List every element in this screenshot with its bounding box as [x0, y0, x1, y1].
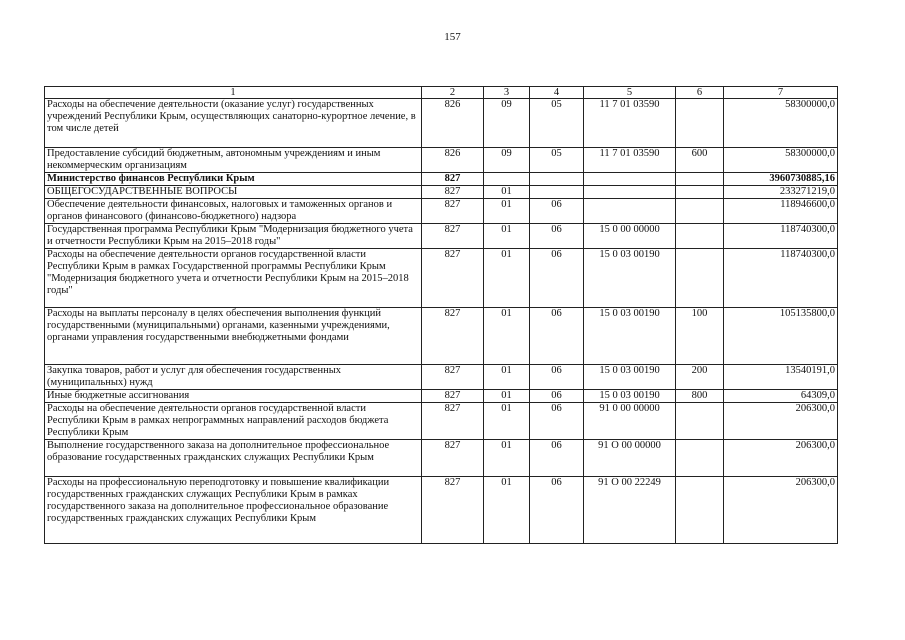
- section-cell: 01: [484, 440, 530, 477]
- section-cell: 01: [484, 390, 530, 403]
- column-header: 3: [484, 87, 530, 99]
- expense-type-cell: [676, 440, 724, 477]
- subsection-cell: 06: [530, 199, 584, 224]
- table-row: [45, 403, 838, 440]
- row-name-cell: Закупка товаров, работ и услуг для обеспечения государственных (муниципальных) нужд: [45, 365, 422, 390]
- row-name-cell: Расходы на профессиональную переподготовку и повышение квалификации государственных гражданских служащих Республики Крым в рамках государственного заказа на дополнительное профессиональное образование государственных гражданских служащих Республики Крым: [45, 477, 422, 544]
- table-row: [45, 390, 838, 403]
- target-article-cell: 91 0 00 00000: [584, 403, 676, 440]
- section-cell: [484, 173, 530, 186]
- expense-type-cell: [676, 186, 724, 199]
- row-name-cell: ОБЩЕГОСУДАРСТВЕННЫЕ ВОПРОСЫ: [45, 186, 422, 199]
- target-article-cell: 91 О 00 00000: [584, 440, 676, 477]
- subsection-cell: 06: [530, 224, 584, 249]
- budget-table: [44, 86, 838, 544]
- row-name-cell: Расходы на обеспечение деятельности органов государственной власти Республики Крым в рамках непрограммных направлений расходов бюджета Республики Крым: [45, 403, 422, 440]
- target-article-cell: 91 О 00 22249: [584, 477, 676, 544]
- section-cell: 01: [484, 308, 530, 365]
- subsection-cell: 06: [530, 403, 584, 440]
- section-cell: 01: [484, 477, 530, 544]
- target-article-cell: 15 0 03 00190: [584, 249, 676, 308]
- row-name-cell: Выполнение государственного заказа на дополнительное профессиональное образование государственных гражданских служащих Республики Крым: [45, 440, 422, 477]
- target-article-cell: 15 0 03 00190: [584, 390, 676, 403]
- ministry-code-cell: 827: [422, 308, 484, 365]
- table-row: [45, 224, 838, 249]
- expense-type-cell: [676, 477, 724, 544]
- section-cell: 01: [484, 249, 530, 308]
- expense-type-cell: [676, 199, 724, 224]
- table-row: [45, 148, 838, 173]
- column-header: 1: [45, 87, 422, 99]
- expense-type-cell: 600: [676, 148, 724, 173]
- amount-cell: 64309,0: [724, 390, 838, 403]
- ministry-code-cell: 827: [422, 224, 484, 249]
- expense-type-cell: 100: [676, 308, 724, 365]
- row-name-cell: Предоставление субсидий бюджетным, автономным учреждениям и иным некоммерческим организациям: [45, 148, 422, 173]
- section-cell: 01: [484, 403, 530, 440]
- expense-type-cell: [676, 249, 724, 308]
- amount-cell: 118946600,0: [724, 199, 838, 224]
- target-article-cell: [584, 186, 676, 199]
- ministry-code-cell: 826: [422, 99, 484, 148]
- page-number: 157: [444, 31, 461, 43]
- subsection-cell: 06: [530, 249, 584, 308]
- ministry-code-cell: 827: [422, 199, 484, 224]
- table-row: [45, 308, 838, 365]
- column-header: 2: [422, 87, 484, 99]
- subsection-cell: [530, 186, 584, 199]
- target-article-cell: 15 0 03 00190: [584, 308, 676, 365]
- section-cell: 09: [484, 148, 530, 173]
- row-name-cell: Государственная программа Республики Крым "Модернизация бюджетного учета и отчетности Республики Крым на 2015–2018 годы": [45, 224, 422, 249]
- table-row: [45, 199, 838, 224]
- table-row: [45, 173, 838, 186]
- column-header: 4: [530, 87, 584, 99]
- ministry-code-cell: 827: [422, 249, 484, 308]
- amount-cell: 206300,0: [724, 440, 838, 477]
- amount-cell: 206300,0: [724, 403, 838, 440]
- amount-cell: 233271219,0: [724, 186, 838, 199]
- column-header: 5: [584, 87, 676, 99]
- row-name-cell: Расходы на обеспечение деятельности (оказание услуг) государственных учреждений Республики Крым, осуществляющих санаторно-курортное лечение, в том числе детей: [45, 99, 422, 148]
- row-name-cell: Расходы на обеспечение деятельности органов государственной власти Республики Крым в рамках Государственной программы Республики Крым "Модернизация бюджетного учета и отчетности Республики Крым на 2015–2018 годы": [45, 249, 422, 308]
- amount-cell: 118740300,0: [724, 224, 838, 249]
- header-row: [45, 87, 838, 99]
- subsection-cell: [530, 173, 584, 186]
- column-header: 7: [724, 87, 838, 99]
- row-name-cell: Иные бюджетные ассигнования: [45, 390, 422, 403]
- target-article-cell: 11 7 01 03590: [584, 99, 676, 148]
- ministry-code-cell: 827: [422, 365, 484, 390]
- subsection-cell: 05: [530, 99, 584, 148]
- amount-cell: 105135800,0: [724, 308, 838, 365]
- subsection-cell: 06: [530, 365, 584, 390]
- section-cell: 01: [484, 199, 530, 224]
- expense-type-cell: [676, 99, 724, 148]
- target-article-cell: 15 0 03 00190: [584, 365, 676, 390]
- subsection-cell: 05: [530, 148, 584, 173]
- ministry-code-cell: 827: [422, 440, 484, 477]
- target-article-cell: 11 7 01 03590: [584, 148, 676, 173]
- amount-cell: 58300000,0: [724, 99, 838, 148]
- amount-cell: 3960730885,16: [724, 173, 838, 186]
- table-row: [45, 249, 838, 308]
- expense-type-cell: [676, 173, 724, 186]
- section-cell: 01: [484, 186, 530, 199]
- ministry-code-cell: 827: [422, 186, 484, 199]
- target-article-cell: 15 0 00 00000: [584, 224, 676, 249]
- ministry-code-cell: 827: [422, 173, 484, 186]
- table-row: [45, 365, 838, 390]
- subsection-cell: 06: [530, 440, 584, 477]
- column-header: 6: [676, 87, 724, 99]
- expense-type-cell: [676, 403, 724, 440]
- amount-cell: 206300,0: [724, 477, 838, 544]
- target-article-cell: [584, 173, 676, 186]
- amount-cell: 58300000,0: [724, 148, 838, 173]
- amount-cell: 118740300,0: [724, 249, 838, 308]
- table-row: [45, 440, 838, 477]
- target-article-cell: [584, 199, 676, 224]
- section-cell: 01: [484, 365, 530, 390]
- row-name-cell: Расходы на выплаты персоналу в целях обеспечения выполнения функций государственными (муниципальными) органами, казенными учреждениями, органами управления государственными внебюджетными фондами: [45, 308, 422, 365]
- subsection-cell: 06: [530, 477, 584, 544]
- ministry-code-cell: 827: [422, 403, 484, 440]
- expense-type-cell: [676, 224, 724, 249]
- subsection-cell: 06: [530, 308, 584, 365]
- subsection-cell: 06: [530, 390, 584, 403]
- table-row: [45, 186, 838, 199]
- section-cell: 09: [484, 99, 530, 148]
- row-name-cell: Министерство финансов Республики Крым: [45, 173, 422, 186]
- expense-type-cell: 200: [676, 365, 724, 390]
- expense-type-cell: 800: [676, 390, 724, 403]
- ministry-code-cell: 827: [422, 477, 484, 544]
- row-name-cell: Обеспечение деятельности финансовых, налоговых и таможенных органов и органов финансового (финансово-бюджетного) надзора: [45, 199, 422, 224]
- amount-cell: 13540191,0: [724, 365, 838, 390]
- ministry-code-cell: 826: [422, 148, 484, 173]
- table-row: [45, 99, 838, 148]
- section-cell: 01: [484, 224, 530, 249]
- ministry-code-cell: 827: [422, 390, 484, 403]
- table-row: [45, 477, 838, 544]
